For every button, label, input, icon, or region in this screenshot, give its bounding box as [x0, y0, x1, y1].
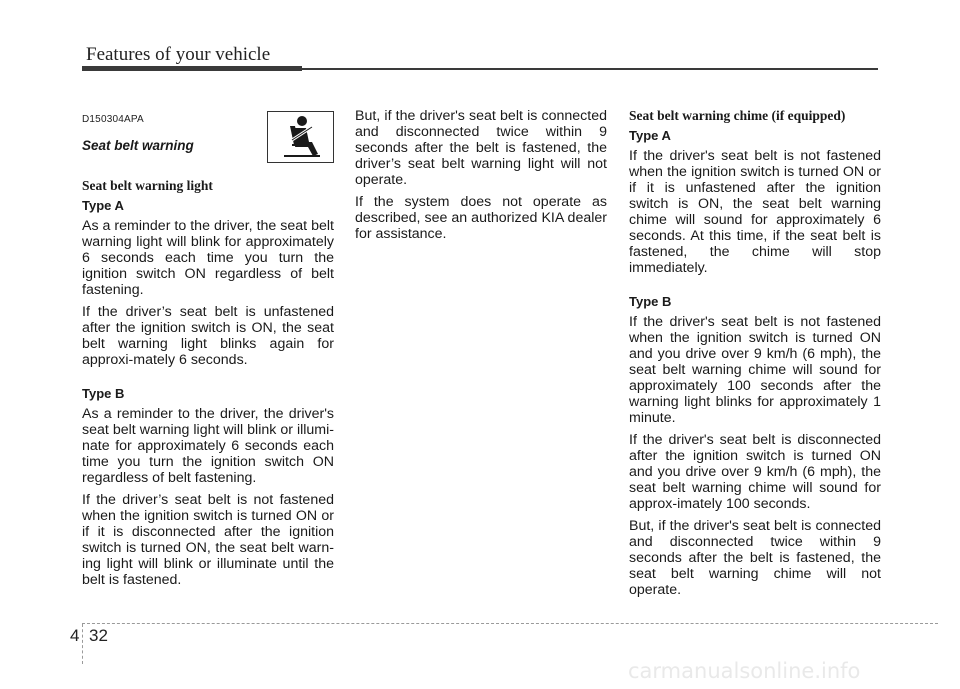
paragraph: As a reminder to the driver, the driver's seat belt warning light will blink or illumi-nate for approximately 6 seconds each time you turn the ignition switch ON regardless of belt fastening. — [82, 406, 334, 486]
column-middle — [355, 108, 607, 248]
section-title: Seat belt warning — [82, 138, 194, 153]
header-rule-thick — [82, 66, 302, 71]
column-right — [629, 108, 881, 604]
paragraph: If the system does not operate as described, see an authorized KIA dealer for assistance. — [355, 194, 607, 242]
type-a-label: Type A — [82, 198, 124, 213]
paragraph: If the driver’s seat belt is unfastened after the ignition switch is ON, the seat belt warning light blinks again for approxi-mately 6 seconds. — [82, 304, 334, 368]
type-b-label: Type B — [629, 294, 672, 309]
page-header-title: Features of your vehicle — [86, 44, 271, 65]
paragraph: If the driver's seat belt is disconnected after the ignition switch is turned ON and you drive over 9 km/h (6 mph), the seat belt warning chime will sound for approx-imately 100 seconds. — [629, 432, 881, 512]
subsection-title-chime: Seat belt warning chime (if equipped) — [629, 108, 846, 123]
paragraph: If the driver’s seat belt is not fastened when the ignition switch is turned ON or if it is disconnected after the ignition switch is turned ON, the seat belt warn-ing light will blink or illuminate until the belt is fastened. — [82, 492, 334, 588]
page-number-divider — [82, 624, 83, 664]
header-rule-thin — [300, 68, 878, 70]
subsection-title-warning-light: Seat belt warning light — [82, 178, 213, 193]
watermark: carmanualsonline.info — [628, 659, 861, 683]
paragraph: But, if the driver's seat belt is connected and disconnected twice within 9 seconds after the belt is fastened, the driver’s seat belt warning light will not operate. — [355, 108, 607, 188]
document-code: D150304APA — [82, 114, 144, 125]
type-b-label: Type B — [82, 386, 125, 401]
column-left — [82, 108, 334, 594]
type-a-label: Type A — [629, 128, 671, 143]
page-number: 32 — [89, 626, 108, 645]
paragraph: But, if the driver's seat belt is connected and disconnected twice within 9 seconds after the belt is fastened, the seat belt warning chime will not operate. — [629, 518, 881, 598]
footer-divider — [82, 623, 938, 624]
chapter-number: 4 — [70, 626, 80, 645]
paragraph: If the driver's seat belt is not fastened when the ignition switch is turned ON and you drive over 9 km/h (6 mph), the seat belt warning chime will sound for approximately 100 seconds after the warning light blinks for approximately 1 minute. — [629, 314, 881, 426]
paragraph: If the driver's seat belt is not fastened when the ignition switch is turned ON or if it is unfastened after the ignition switch is ON, the seat belt warning chime will sound for approximately 6 seconds. At this time, if the seat belt is fastened, the chime will stop immediately. — [629, 148, 881, 276]
paragraph: As a reminder to the driver, the seat belt warning light will blink for approximately 6 seconds each time you turn the ignition switch ON regardless of belt fastening. — [82, 218, 334, 298]
